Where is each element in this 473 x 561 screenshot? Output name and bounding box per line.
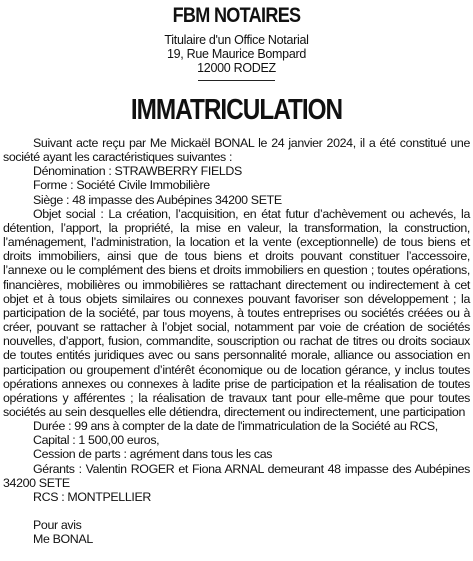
- gerants-paragraph: Gérants : Valentin ROGER et Fiona ARNAL demeurant 48 impasse des Aubépines 34200 SETE: [3, 461, 470, 490]
- office-street: 19, Rue Maurice Bompard: [166, 47, 306, 61]
- signature-line: Me BONAL: [33, 532, 93, 547]
- capital-line: Capital : 1 500,00 euros,: [33, 433, 160, 448]
- spacer: [3, 504, 470, 518]
- office-title: Titulaire d'un Office Notarial: [164, 33, 309, 47]
- rcs-line: RCS : MONTPELLIER: [33, 489, 151, 504]
- cession-line: Cession de parts : agrément dans tous les cas: [33, 447, 273, 462]
- intro-paragraph: Suivant acte reçu par Me Mickaël BONAL le 24 janvier 2024, il a été constitué une société ayant les caractéristiques suivantes :: [3, 136, 470, 165]
- forme-line: Forme : Société Civile Immobilière: [33, 178, 210, 193]
- notice-heading: IMMATRICULATION: [130, 94, 343, 126]
- header-divider: [198, 80, 275, 81]
- firm-name: FBM NOTAIRES: [172, 4, 301, 27]
- siege-line: Siège : 48 impasse des Aubépines 34200 SETE: [33, 192, 282, 207]
- closing-line: Pour avis: [33, 518, 82, 533]
- notice-body: [3, 136, 470, 546]
- duree-line: Durée : 99 ans à compter de la date de l'immatriculation de la Société au RCS,: [33, 419, 438, 434]
- objet-paragraph: Objet social : La création, l’acquisition, en état futur d’achèvement ou achevés, la détention, l’apport, la propriété, la mise en valeur, la transformation, la construction, l’aménagement, l’administration, la location et la vente (exceptionnelle) de tous biens et droits immobiliers, ainsi que de tous biens et droits pouvant constituer l’accessoire, l’annexe ou le complément des biens et droits immobiliers en question ; toutes opérations, financières, mobilières ou immobilières se rattachant directement ou indirectement à cet objet et à tous objets similaires ou connexes pouvant favoriser son développement ; la participation de la société, par tous moyens, à toutes entreprises ou sociétés créées ou à créer, pouvant se rattacher à l’objet social, notamment par voie de création de sociétés nouvelles, d’apport, fusion, commandite, souscription ou rachat de titres ou droits sociaux de toutes entités juridiques avec ou sans personnalité morale, alliance ou association en participation ou groupement d’intérêt économique ou de location gérance, y inclus toutes opérations annexes ou connexes à ladite prise de participation et la réalisation de toutes opérations y afférentes ; la réalisation de travaux tant pour elle-même que pour toutes sociétés au sein desquelles elle détiendra, directement ou indirectement, une participation: [3, 206, 470, 419]
- denomination-line: Dénomination : STRAWBERRY FIELDS: [33, 164, 242, 179]
- office-city: 12000 RODEZ: [197, 61, 276, 75]
